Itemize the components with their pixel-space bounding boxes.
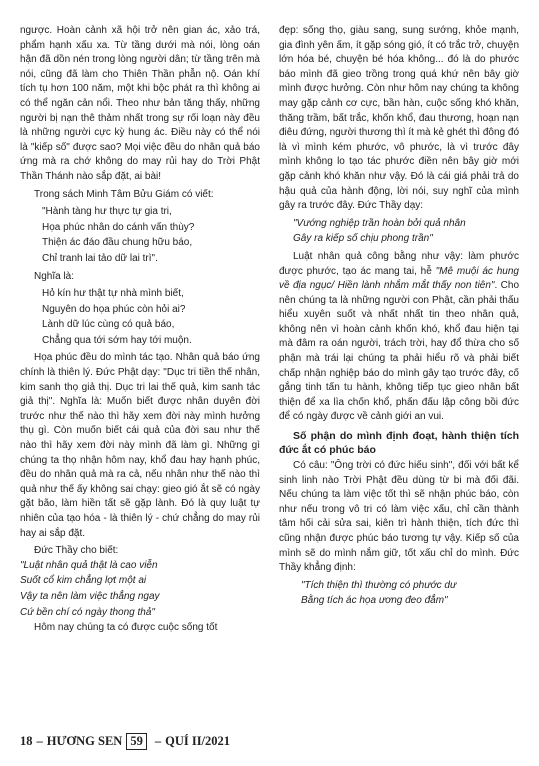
verse-line: Chẳng qua tới sớm hay tới muộn. — [42, 334, 192, 346]
issue-quarter: QUÍ II/2021 — [165, 733, 231, 748]
paragraph — [279, 250, 519, 425]
verse-line: Thiện ác đáo đầu chung hữu báo, — [42, 237, 193, 249]
text-run: Luật nhân quả công bằng như vậy: làm phước được phước, tạo ác mang tai, hễ — [279, 250, 519, 277]
paragraph: Nghĩa là: — [34, 270, 75, 282]
verse-line: Gây ra kiếp số chịu phong trần" — [293, 233, 433, 245]
paragraph: Họa phúc đều do mình tác tạo. Nhân quả báo ứng chính là thiên lý. Đức Phật dạy: "Dục tri tiền thế nhân, kim sanh thọ giả thị. Dục tri lai thế quả, kim sanh tác giả thị". Nghĩa là: Muốn biết được nhân duyên đời trước như thế nào thì hãy xem đời này mình hưởng thụ gì. Còn muốn biết cái quả của đời sau như thế nào thì hãy xem đời này mình đã làm gì. Những gì chúng ta thọ nhận hôm nay, khổ đau hay hạnh phúc, đều do nhân quả mà ra cả, nếu nhân như thế nào thì quả như thế ấy không sai chạy: gieo gió ắt sẽ có ngày gặt bão, làm hiền tất sẽ gặp lành. Đó là quy luật tự nhiên của tạo hóa - là thiên lý - chứ chẳng do may rủi hay ai sắp đặt. — [20, 352, 260, 539]
verse-line: "Tích thiện thì thường có phước dư — [301, 579, 457, 591]
footer-separator: – — [36, 733, 43, 748]
paragraph: Trong sách Minh Tâm Bửu Giám có viết: — [34, 188, 214, 200]
verse-line: Hỏ kín hư thật tự nhà mình biết, — [42, 288, 184, 300]
paragraph: ngược. Hoàn cảnh xã hội trở nên gian ác, xảo trá, phẩm hạnh xấu xa. Từ tầng dưới mà nói, lòng oán hận đã dồn nén trong lòng người dân; từ tầng trên mà nói, cũng đã làm cho Thiên Thần phẫn nộ. Oán khí tích tụ hơn 100 năm, một khi bộc phát ra thì không ai có thể ngăn cản nổi. Theo như bản tăng thấy, những người bị nạn thê thảm nhất trong sự rối loạn này đều là những người cực kỳ hung ác. Điều này có thể nói là "kiếp số" được sao? Mọi việc đều do nhân quả báo ứng mà ra chớ không do may rủi hay do Trời Phật Thần Thánh nào sắp đặt, ai bài! — [20, 25, 260, 182]
verse-quote — [279, 579, 519, 609]
verse-line: "Luật nhân quả thật là cao viễn — [20, 559, 158, 571]
paragraph: Hôm nay chúng ta có được cuộc sống tốt — [34, 622, 218, 634]
verse-line: Chỉ tranh lai tảo dữ lai trì". — [42, 252, 158, 264]
page-number: 18 — [20, 733, 33, 748]
verse-line: Lành dữ lúc cùng có quả báo, — [42, 319, 175, 331]
verse-line: Suốt cổ kim chẳng lợt một ai — [20, 575, 147, 587]
issue-number: 59 — [126, 733, 147, 750]
magazine-name: HƯƠNG SEN — [46, 733, 123, 748]
verse-line: Bằng tích ác họa ương đeo đẳm" — [301, 595, 448, 607]
paragraph: đẹp: sống thọ, giàu sang, sung sướng, khỏe mạnh, gia đình yên ấm, ít gặp sóng gió, ít có trắc trở, chuyện lớn hóa bé, chuyện bé hóa không... đó là do phước báo mình đã gieo trồng trong quá khứ nên bây giờ mình được hưởng. Còn như hôm nay chúng ta không may gặp cảnh cơ cực, bần hàn, cuộc sống khó khăn, thăng trầm, bất trắc, khốn khổ, đau thương, hoạn nạn điêu đứng, người thương thì ít mà kẻ ghét thì đông đó là vì mình kém phước, vô phước, là vì trước đây mình không lo tạo tác phước điền nên bây giờ mới gặp cảnh khó khăn như vậy. Đó là cái giá phải trả do hậu quả của hành động, lời nói, suy nghĩ của mình gây ra trước đây. Đức Thầy dạy: — [279, 25, 520, 212]
italic-quote: "Mê muội ác hung về địa ngục/ Hiền lành nhắm mắt thấy non tiên" — [279, 265, 519, 292]
verse-quote — [20, 205, 260, 266]
page-footer — [20, 730, 520, 752]
paragraph: Có câu: "Ông trời có đức hiếu sinh", đối với bất kể sinh linh nào Trời Phật đều dùng từ bi mà đối đãi. Nếu chúng ta làm việc tốt thì sẽ nhận phúc báo, còn như nếu trong vô tri có làm việc xấu, chỉ cần thành tâm hối cải sửa sai, kiên trì hành thiện, tích đức thì cũng nhận được phúc báo tương tự vậy. Kiếp số của mình sẽ do mình nắm giữ, tốt xấu chỉ do mình. Đức Thầy khẳng định: — [279, 460, 519, 574]
verse-line: Cứ bền chí có ngày thong thả" — [20, 606, 155, 618]
footer-separator: – — [154, 733, 162, 748]
verse-quote — [279, 217, 519, 247]
section-heading: Số phận do mình định đoạt, hành thiện tích đức ắt có phúc báo — [279, 430, 519, 457]
text-run: . Cho nên chúng ta là những người con Phật, cần phải thấu hiểu xuyên suốt và nhất nhất tin theo nhân quả, không nên vì hoàn cảnh khốn khó, khổ đau hiện tại mà đâm ra oán người, trách trời, hay đổ thừa cho số phận mà trái lại chúng ta phải hiểu rõ và phải biết chấp nhận nghiệp báo do mình gây tạo trước đây, cố gắng tinh tấn tu hành, không tiếp tục gieo nhân bất thiện để xa lìa chốn khổ, phấn đấu lập công bồi đức để có ngày được về cảnh giới an vui. — [279, 280, 519, 423]
verse-line: Nguyên do họa phúc còn hỏi ai? — [42, 303, 186, 315]
left-column — [20, 24, 260, 636]
verse-line: Vậy ta nên làm việc thẳng ngay — [20, 590, 160, 602]
right-column — [279, 24, 519, 610]
verse-quote — [20, 287, 260, 348]
verse-quote — [20, 559, 260, 620]
verse-line: Họa phúc nhân do cánh vấn thùy? — [42, 221, 195, 233]
paragraph: Đức Thầy cho biết: — [34, 545, 119, 557]
verse-line: "Hành tàng hư thực tự gia tri, — [42, 206, 172, 218]
verse-line: "Vướng nghiệp trần hoàn bởi quả nhân — [293, 217, 466, 229]
